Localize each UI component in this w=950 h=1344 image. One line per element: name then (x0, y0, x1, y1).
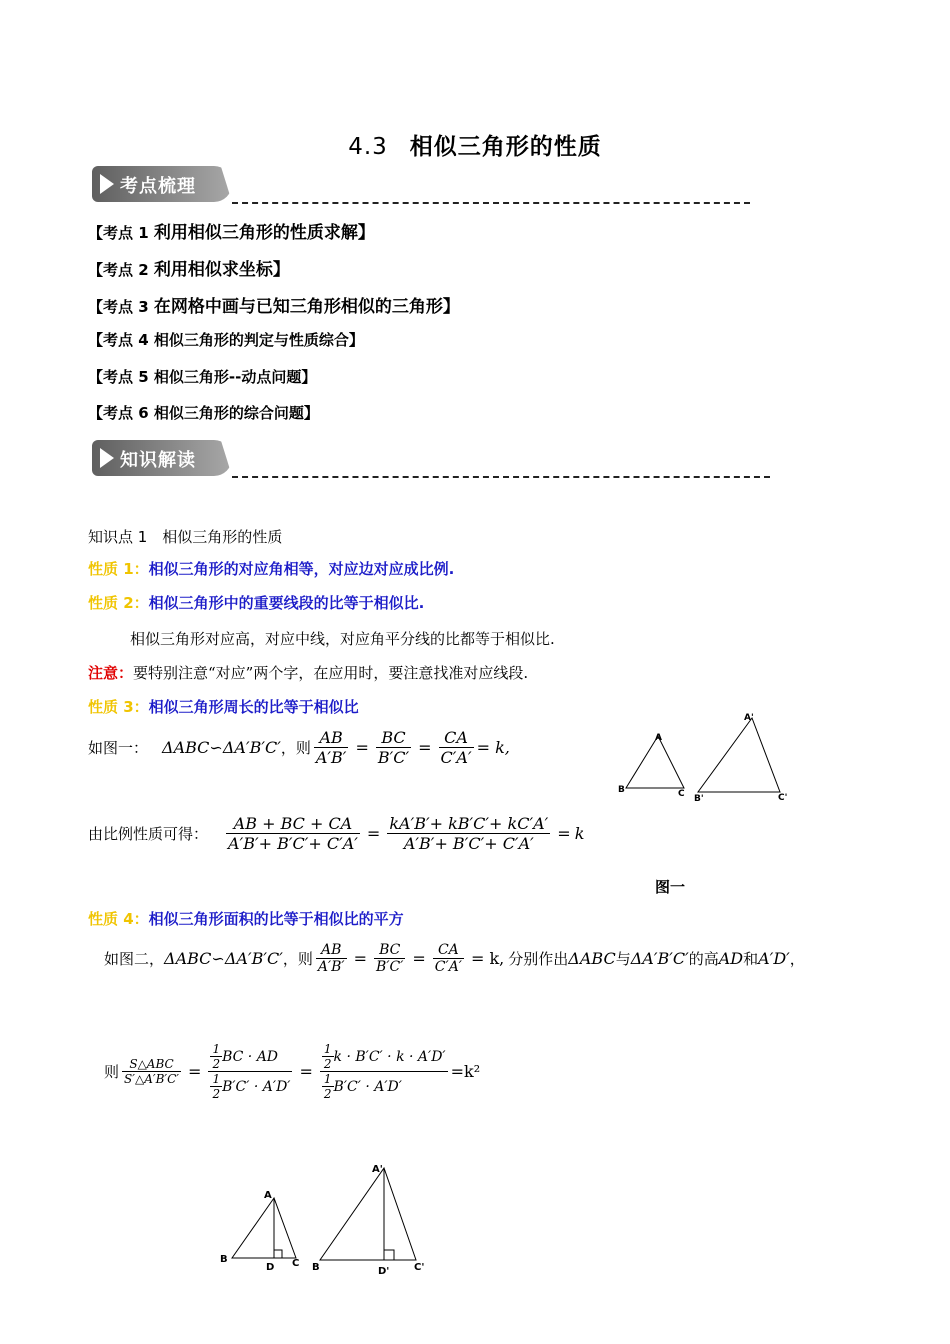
figure-2 (212, 1156, 442, 1276)
label-B: B (220, 1254, 228, 1265)
kaodian-item: 【考点 6 相似三角形的综合问题】 (88, 404, 319, 422)
large-triangle (698, 718, 780, 792)
banner-kaodian (92, 166, 242, 202)
label-D: D (266, 1262, 275, 1273)
section-heading: 知识点 1 相似三角形的性质 (88, 528, 283, 546)
label-C-prime: C' (778, 793, 788, 803)
label-D-prime: D' (378, 1266, 390, 1276)
property-4: 性质 4：相似三角形面积的比等于相似比的平方 (88, 910, 404, 928)
play-arrow-icon (100, 174, 114, 194)
right-angle-mark (274, 1250, 282, 1258)
dashed-divider (232, 476, 770, 478)
fig2-formula: 如图二， ΔABC∽ΔA′B′C′ ，则 $\frac{AB}{A'B'}$ = $\frac{BC}{B'C'}$ = $\frac{CA}{C'A'}$ = k, 分别作出 ΔABC 与 ΔA′B′C′ 的高 AD 和 A′D′ ， (104, 942, 805, 975)
label-C: C (678, 789, 685, 799)
play-arrow-icon (100, 448, 114, 468)
fig1-formula: 如图一： ΔABC∽ΔA′B′C′ ，则 $\frac{AB}{A'B'}$ = $\frac{BC}{B'C'}$ = $\frac{CA}{C'A'}$ = k, (88, 728, 510, 767)
kaodian-item: 【考点 3 在网格中画与已知三角形相似的三角形】 (88, 297, 460, 317)
label-B: B (618, 785, 625, 795)
note: 注意：要特别注意“对应”两个字，在应用时，要注意找准对应线段. (88, 664, 529, 682)
property-2: 性质 2：相似三角形中的重要线段的比等于相似比. (88, 594, 425, 612)
large-triangle (320, 1168, 416, 1260)
right-angle-mark (384, 1250, 394, 1260)
banner-knowledge-label: 知识解读 (120, 450, 196, 471)
label-B-prime: B (312, 1262, 320, 1273)
title-number: 4.3 (348, 134, 388, 160)
property-2-detail: 相似三角形对应高，对应中线，对应角平分线的比都等于相似比. (130, 630, 555, 648)
label-A-prime: A' (744, 713, 754, 723)
kaodian-item: 【考点 4 相似三角形的判定与性质综合】 (88, 331, 364, 349)
label-C: C (292, 1258, 300, 1269)
kaodian-item: 【考点 1 利用相似三角形的性质求解】 (88, 223, 375, 243)
page-title (0, 128, 950, 161)
small-triangle (232, 1198, 296, 1258)
title-text: 相似三角形的性质 (409, 133, 602, 160)
small-triangle (626, 736, 684, 788)
property-1: 性质 1：相似三角形的对应角相等，对应边对应成比例. (88, 560, 455, 578)
label-B-prime: B' (694, 794, 704, 804)
dashed-divider (232, 202, 750, 204)
figure-1-caption: 图一 (655, 878, 686, 896)
label-C-prime: C' (414, 1262, 425, 1273)
kaodian-item: 【考点 5 相似三角形--动点问题】 (88, 368, 317, 386)
banner-knowledge (92, 440, 242, 476)
area-formula: 则 $\frac{\text{S△ABC}}{S'\triangle A'B'C'}$ = $\frac{1}{2}$ BC · AD $\frac{1}{2}$ B′C′ · A′D′ = $\frac{1}{2}$ k · B′C′ · k · A′D′ $\frac{1}{2}$ B′C′ · A′D′ =k² (104, 1042, 481, 1101)
ratio-formula: 由比例性质可得： $\frac{AB + BC + CA}{A'B'+ B'C'+ C'A'}$ = $\frac{kA'B'+ kB'C'+ kC'A'}{A'B'+ B'C'+ C'A'}$ = k (88, 814, 585, 853)
label-A-prime: A' (372, 1164, 383, 1175)
property-3: 性质 3：相似三角形周长的比等于相似比 (88, 698, 359, 716)
label-A: A (264, 1190, 272, 1201)
banner-kaodian-label: 考点梳理 (120, 176, 196, 197)
kaodian-item: 【考点 2 利用相似求坐标】 (88, 260, 290, 280)
figure-1 (612, 706, 812, 806)
label-A: A (655, 733, 662, 743)
